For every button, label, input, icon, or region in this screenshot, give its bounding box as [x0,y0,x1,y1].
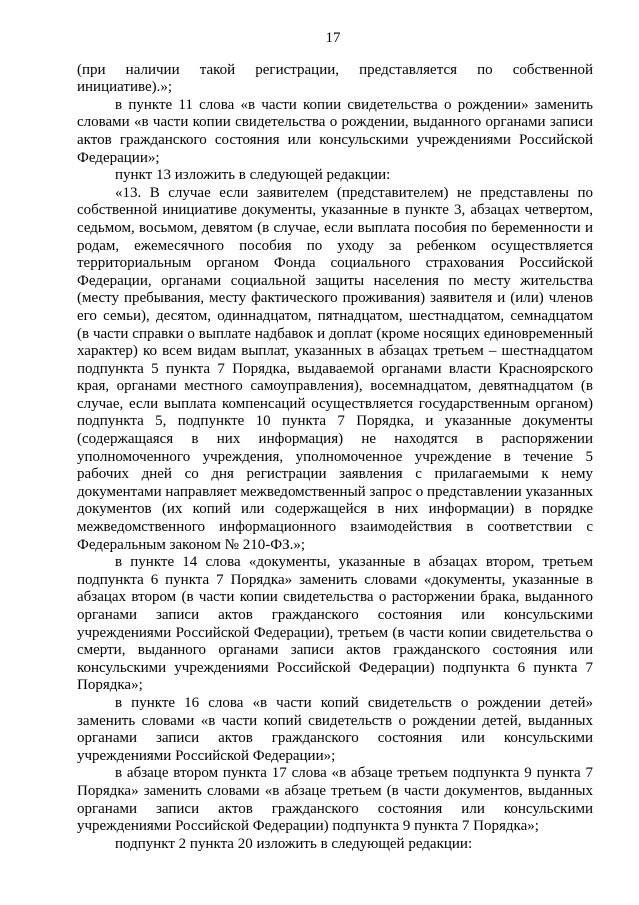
page-number: 17 [325,30,341,46]
paragraph-item-13-intro: пункт 13 изложить в следующей редакции: [115,167,391,184]
paragraph-item-17: в абзаце втором пункта 17 слова «в абзаце третьем подпункта 9 пункта 7 Порядка» заменить словами «в абзаце третьем (в части документов, выданных органами записи актов гражданского состояния или консульскими учреждениями Российской Федерации) подпункта 9 пункта 7 Порядка»; [77,765,593,835]
paragraph-item-14: в пункте 14 слова «документы, указанные в абзацах втором, третьем подпункта 6 пункта 7 Порядка» заменить словами «документы, указанные в абзацах втором (в части копии свидетельства о расторжении брака, выданного органами записи актов гражданского состояния или консульскими учреждениями Российской Федерации), третьем (в части копии свидетельства о смерти, выданного органами записи актов гражданского состояния или консульскими учреждениями Российской Федерации) подпункта 6 пункта 7 Порядка»; [77,554,593,694]
paragraph-item-13-text: «13. В случае если заявителем (представителем) не представлены по собственной инициативе документы, указанные в пункте 3, абзацах четвертом, седьмом, восьмом, девятом (в случае, если выплата пособия по беременности и родам, ежемесячного пособия по уходу за ребенком осуществляется территориальным органом Фонда социального страхования Российской Федерации, органами социальной защиты населения по месту жительства (месту пребывания, месту фактического проживания) заявителя и (или) членов его семьи), десятом, одиннадцатом, пятнадцатом, шестнадцатом, семнадцатом (в части справки о выплате надбавок и доплат (кроме носящих единовременный характер) ко всем видам выплат, указанных в абзацах третьем – шестнадцатом подпункта 5 пункта 7 Порядка, выдаваемой органами власти Красноярского края, органами местного самоуправления), восемнадцатом, девятнадцатом (в случае, если выплата компенсаций осуществляется государственным органом) подпункта 5, подпункте 10 пункта 7 Порядка, и указанные документы (содержащаяся в них информация) не находятся в распоряжении уполномоченного учреждения, уполномоченное учреждение в течение 5 рабочих дней со дня регистрации заявления с прилагаемыми к нему документами направляет межведомственный запрос о представлении указанных документов (их копий или содержащейся в них информации) в порядке межведомственного информационного взаимодействия в соответствии с Федеральным законом № 210-ФЗ.»; [77,184,593,553]
paragraph-item-11: в пункте 11 слова «в части копии свидетельства о рождении» заменить словами «в части копии свидетельства о рождении, выданного органами записи актов гражданского состояния или консульскими учреждениями Российской Федерации»; [77,96,593,166]
document-body [77,62,593,854]
paragraph-continuation: (при наличии такой регистрации, представляется по собственной инициативе).»; [77,61,593,96]
paragraph-item-20: подпункт 2 пункта 20 изложить в следующей редакции: [115,835,473,852]
paragraph-item-16: в пункте 16 слова «в части копий свидетельств о рождении детей» заменить словами «в части копий свидетельств о рождении детей, выданных органами записи актов гражданского состояния или консульскими учреждениями Российской Федерации»; [77,694,593,764]
